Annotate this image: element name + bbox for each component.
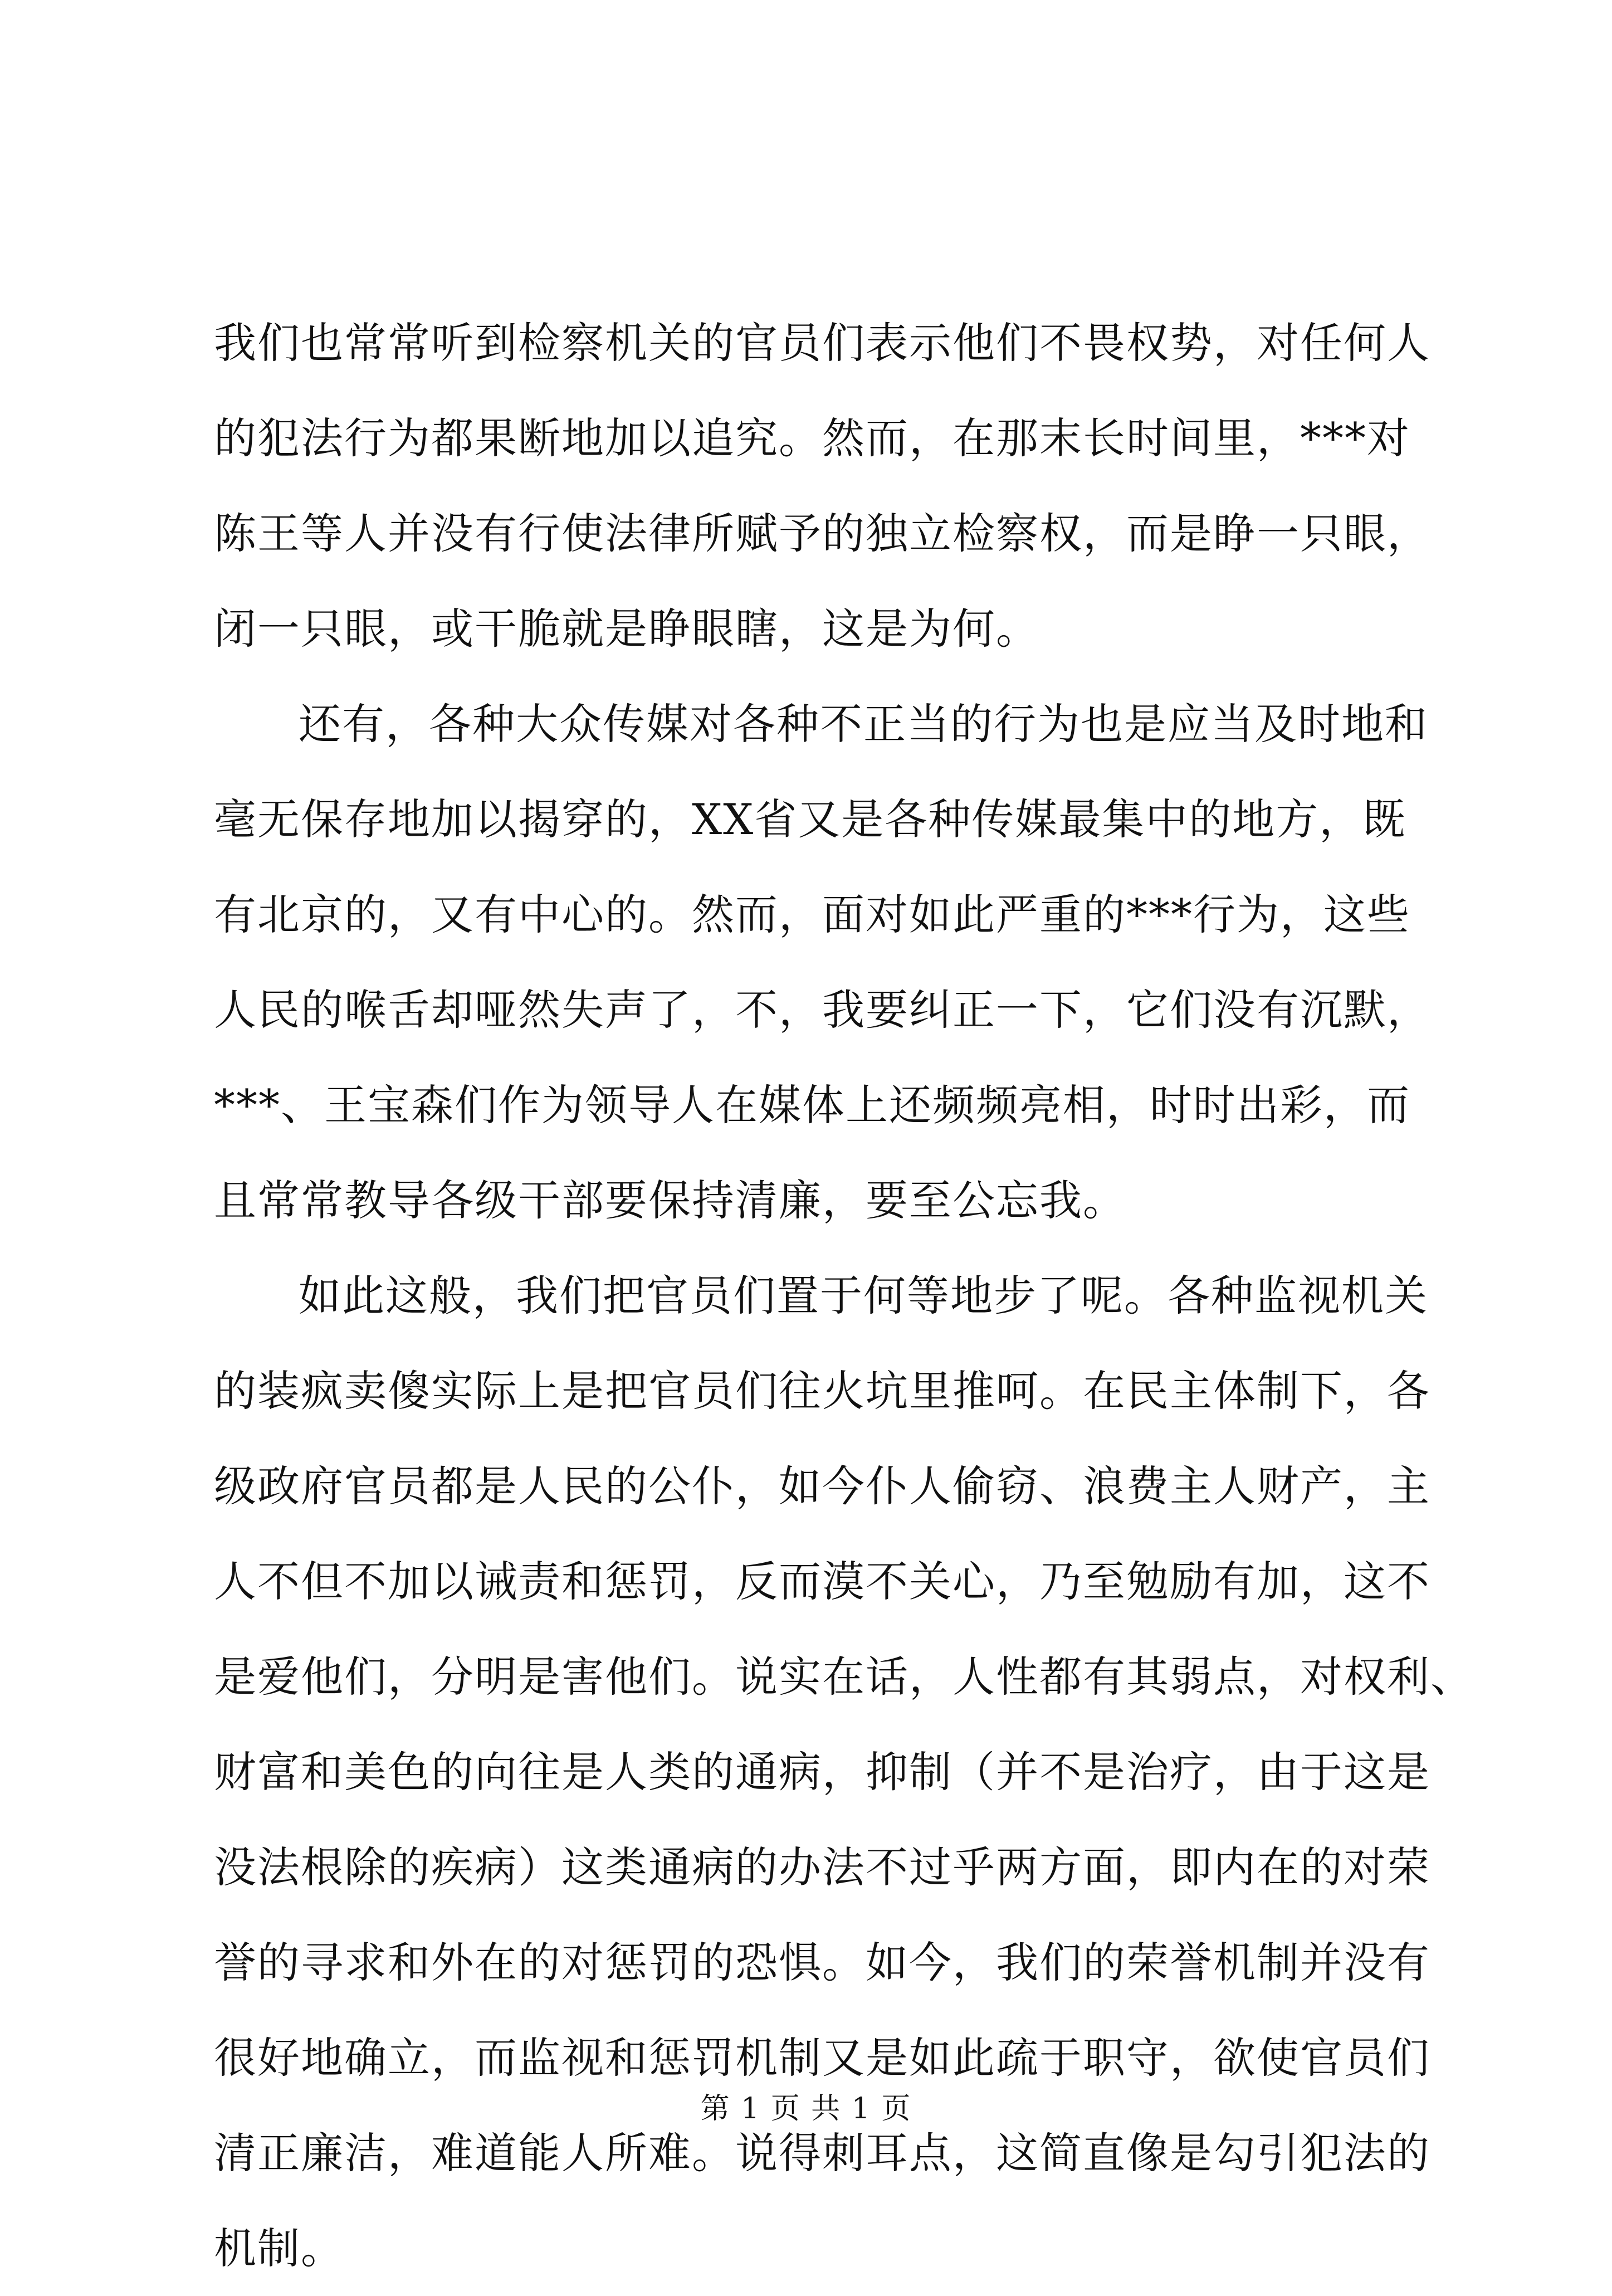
text-line: 的装疯卖傻实际上是把官员们往火坑里推呵。在民主体制下，各 bbox=[214, 1366, 1430, 1416]
paragraph-1 bbox=[214, 295, 1430, 676]
text-line: 还有，各种大众传媒对各种不正当的行为也是应当及时地和 bbox=[299, 699, 1428, 749]
document-body bbox=[214, 295, 1474, 2296]
page-footer: 第 1 页 共 1 页 bbox=[700, 2092, 912, 2126]
text-line: 誉的寻求和外在的对惩罚的恐惧。如今，我们的荣誉机制并没有 bbox=[214, 1938, 1430, 1987]
paragraph-2 bbox=[214, 676, 1430, 1248]
text-line: 级政府官员都是人民的公仆，如今仆人偷窃、浪费主人财产，主 bbox=[214, 1461, 1430, 1511]
text-line: ***、王宝森们作为领导人在媒体上还频频亮相，时时出彩，而 bbox=[214, 1080, 1410, 1130]
text-line: 人民的喉舌却哑然失声了，不，我要纠正一下，它们没有沉默， bbox=[214, 985, 1430, 1035]
paragraph-3 bbox=[214, 1248, 1474, 2296]
text-line: 我们也常常听到检察机关的官员们表示他们不畏权势，对任何人 bbox=[214, 318, 1430, 368]
text-line: 人不但不加以诫责和惩罚，反而漠不关心，乃至勉励有加，这不 bbox=[214, 1557, 1430, 1606]
text-line: 闭一只眼，或干脆就是睁眼瞎，这是为何。 bbox=[214, 604, 1039, 654]
text-line: 机制。 bbox=[214, 2224, 344, 2273]
text-line: 毫无保存地加以揭穿的，XX省又是各种传媒最集中的地方，既 bbox=[214, 794, 1406, 844]
text-line: 没法根除的疾病）这类通病的办法不过乎两方面，即内在的对荣 bbox=[214, 1842, 1430, 1892]
text-line: 有北京的，又有中心的。然而，面对如此严重的***行为，这些 bbox=[214, 890, 1410, 939]
text-line: 且常常教导各级干部要保持清廉，要至公忘我。 bbox=[214, 1176, 1126, 1225]
text-line: 陈王等人并没有行使法律所赋予的独立检察权，而是睁一只眼， bbox=[214, 509, 1430, 558]
text-line: 财富和美色的向往是人类的通病，抑制（并不是治疗，由于这是 bbox=[214, 1747, 1430, 1797]
text-line: 的犯法行为都果断地加以追究。然而，在那末长时间里，***对 bbox=[214, 413, 1410, 463]
text-line: 清正廉洁，难道能人所难。说得刺耳点，这简直像是勾引犯法的 bbox=[214, 2128, 1430, 2178]
text-line: 是爱他们，分明是害他们。说实在话，人性都有其弱点，对权利、 bbox=[214, 1652, 1474, 1702]
text-line: 很好地确立，而监视和惩罚机制又是如此疏于职守，欲使官员们 bbox=[214, 2033, 1430, 2083]
text-line: 如此这般，我们把官员们置于何等地步了呢。各种监视机关 bbox=[299, 1271, 1428, 1320]
